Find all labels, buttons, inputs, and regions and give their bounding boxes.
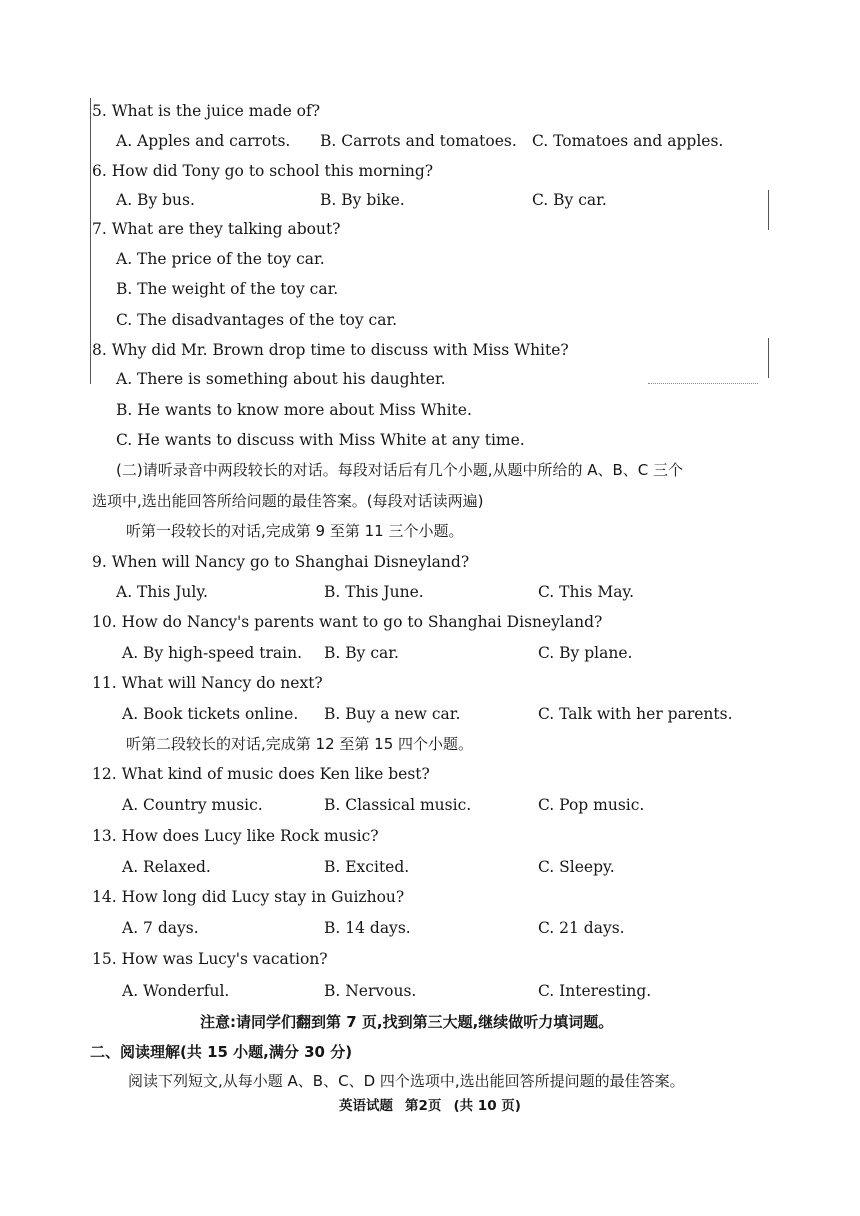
question-14 (92, 887, 404, 907)
question-6 (92, 161, 433, 181)
scan-edge-line-right (768, 190, 769, 230)
option-b: B. Classical music. (324, 796, 472, 814)
question-text: What will Nancy do next? (121, 674, 323, 692)
option-c: C. 21 days. (538, 919, 625, 937)
option-c: C. This May. (538, 583, 635, 601)
question-number: 7. (92, 220, 107, 238)
option-a: A. There is something about his daughter. (116, 370, 446, 388)
scan-dotted-line (648, 383, 758, 384)
reading-section-heading: 二、阅读理解(共 15 小题,满分 30 分) (90, 1043, 353, 1061)
question-12 (92, 764, 430, 784)
option-a: A. Book tickets online. (122, 705, 299, 723)
option-a: A. Wonderful. (122, 982, 230, 1000)
option-a: A. Country music. (122, 796, 263, 814)
question-number: 14. (92, 888, 117, 906)
option-a: A. This July. (116, 583, 208, 601)
option-c: C. Interesting. (538, 982, 652, 1000)
question-5 (92, 101, 320, 121)
option-a: A. Relaxed. (122, 858, 211, 876)
section-two-instruction: (二)请听录音中两段较长的对话。每段对话后有几个小题,从题中所给的 A、B、C 三个 (116, 461, 684, 479)
dialogue-one-note: 听第一段较长的对话,完成第 9 至第 11 三个小题。 (126, 522, 464, 540)
question-text: How does Lucy like Rock music? (121, 827, 379, 845)
footer-total-pages: (共 10 页) (453, 1098, 521, 1114)
option-a: A. Apples and carrots. (116, 132, 291, 150)
question-number: 13. (92, 827, 117, 845)
reading-section-instruction: 阅读下列短文,从每小题 A、B、C、D 四个选项中,选出能回答所提问题的最佳答案。 (128, 1072, 685, 1090)
question-text: How do Nancy's parents want to go to Shanghai Disneyland? (121, 613, 603, 631)
question-13 (92, 826, 379, 846)
question-number: 11. (92, 674, 117, 692)
question-text: What are they talking about? (111, 220, 341, 238)
question-number: 15. (92, 950, 117, 968)
question-number: 8. (92, 341, 107, 359)
option-b: B. Nervous. (324, 982, 417, 1000)
question-number: 5. (92, 102, 107, 120)
option-b: B. Excited. (324, 858, 410, 876)
option-c: C. Tomatoes and apples. (532, 132, 724, 150)
scan-edge-line-right-2 (768, 338, 769, 378)
option-c: C. Sleepy. (538, 858, 615, 876)
question-number: 12. (92, 765, 117, 783)
option-c: C. By plane. (538, 644, 633, 662)
option-c: C. By car. (532, 191, 607, 209)
option-b: B. By bike. (320, 191, 405, 209)
question-text: How did Tony go to school this morning? (111, 162, 434, 180)
section-two-instruction-cont: 选项中,选出能回答所给问题的最佳答案。(每段对话读两遍) (92, 492, 484, 510)
notice-text: 注意:请同学们翻到第 7 页,找到第三大题,继续做听力填词题。 (200, 1013, 614, 1031)
option-c: C. He wants to discuss with Miss White at any time. (116, 431, 525, 449)
option-a: A. By bus. (116, 191, 195, 209)
question-text: How long did Lucy stay in Guizhou? (121, 888, 405, 906)
question-11 (92, 673, 323, 693)
question-8 (92, 340, 569, 360)
option-b: B. By car. (324, 644, 399, 662)
question-9 (92, 552, 469, 572)
question-text: What kind of music does Ken like best? (121, 765, 430, 783)
question-text: When will Nancy go to Shanghai Disneyland? (111, 553, 470, 571)
option-b: B. Carrots and tomatoes. (320, 132, 517, 150)
option-b: B. 14 days. (324, 919, 411, 937)
question-number: 10. (92, 613, 117, 631)
footer-page-number: 第2页 (405, 1098, 442, 1114)
option-a: A. 7 days. (122, 919, 199, 937)
question-number: 9. (92, 553, 107, 571)
option-a: A. By high-speed train. (122, 644, 303, 662)
question-text: Why did Mr. Brown drop time to discuss with Miss White? (111, 341, 569, 359)
question-7 (92, 219, 341, 239)
scan-edge-line (90, 98, 91, 384)
option-b: B. Buy a new car. (324, 705, 461, 723)
question-15 (92, 949, 328, 969)
option-b: B. The weight of the toy car. (116, 280, 339, 298)
question-10 (92, 612, 602, 632)
option-c: C. Talk with her parents. (538, 705, 733, 723)
option-c: C. The disadvantages of the toy car. (116, 311, 398, 329)
option-a: A. The price of the toy car. (116, 250, 325, 268)
page-footer (0, 1094, 860, 1114)
dialogue-two-note: 听第二段较长的对话,完成第 12 至第 15 四个小题。 (126, 735, 474, 753)
footer-subject: 英语试题 (339, 1098, 394, 1114)
question-number: 6. (92, 162, 107, 180)
option-c: C. Pop music. (538, 796, 645, 814)
option-b: B. He wants to know more about Miss White. (116, 401, 472, 419)
option-b: B. This June. (324, 583, 424, 601)
question-text: What is the juice made of? (111, 102, 321, 120)
question-text: How was Lucy's vacation? (121, 950, 328, 968)
